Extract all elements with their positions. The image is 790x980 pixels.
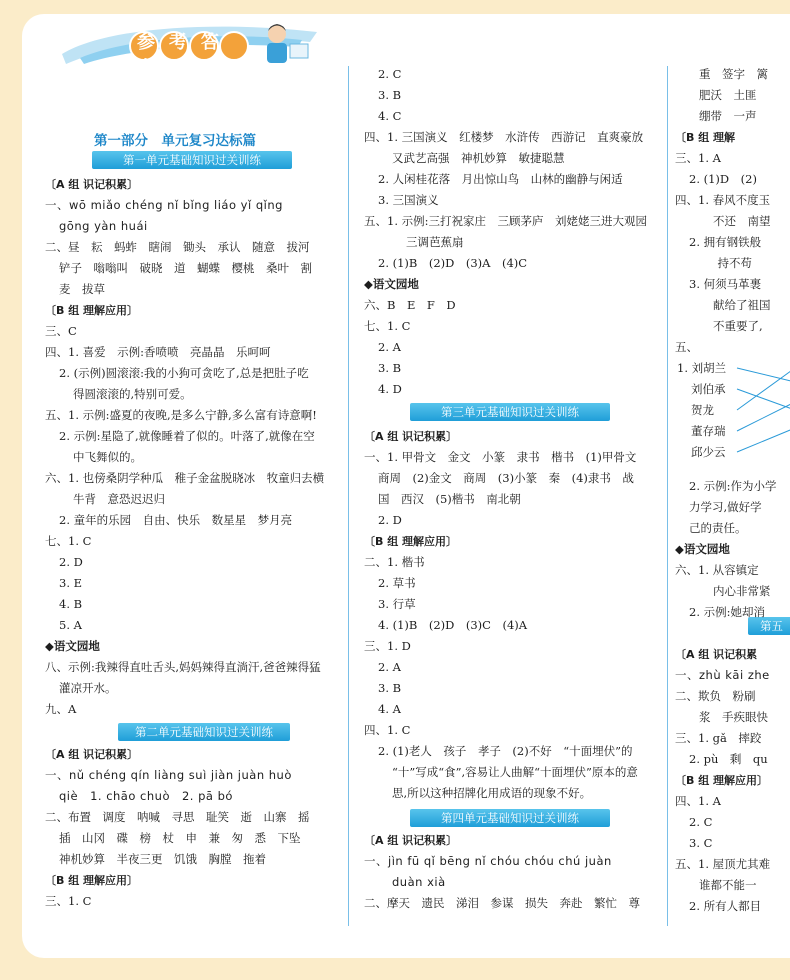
answer-line: 二、1. 楷书 [364, 555, 425, 569]
group-label: 〔B 组 理解应用〕 [675, 774, 769, 787]
answer-line: 二、布置 调度 呐喊 寻思 耻笑 逝 山寨 摇 [45, 810, 310, 824]
answer-line: 绷带 一声 [699, 109, 757, 123]
group-label: 〔A 组 识记积累〕 [45, 748, 139, 761]
answer-line: duàn xià [392, 875, 446, 889]
answer-line: 2. C [689, 815, 713, 829]
column-divider-right [667, 66, 668, 926]
answer-line: 谁都不能一 [699, 878, 757, 892]
answer-line: 3. 三国演义 [378, 193, 439, 207]
answer-line: 持不苟 [683, 256, 752, 270]
answer-line: 神机妙算 半夜三更 饥饿 胸膛 拖着 [59, 852, 266, 866]
match-item: 刘伯承 [691, 382, 726, 396]
answer-line: 插 山冈 碟 榜 杖 申 兼 匆 悉 下坠 [59, 831, 301, 845]
section-bar-unit5: 第五 [748, 617, 790, 635]
answer-line: 肥沃 土匪 [699, 88, 757, 102]
answer-line: 3. C [689, 836, 713, 850]
answer-line: 4. B [59, 597, 83, 611]
answer-line: 一、nǔ chéng qín liàng suì jiàn juàn huò [45, 768, 292, 782]
answer-line: 4. C [378, 109, 402, 123]
answer-line: 三、1. C [45, 894, 92, 908]
section-bar-unit1: 第一单元基础知识过关训练 [92, 151, 292, 169]
answer-line: qiè 1. chāo chuò 2. pā bó [59, 789, 233, 803]
answer-line: 2. 示例:她却消 [689, 605, 766, 619]
answer-line: 内心非常紧 [713, 584, 771, 598]
answer-line: 五、1. 示例:三打祝家庄 三顾茅庐 刘姥姥三进大观园 [364, 214, 647, 228]
answer-line: 八、示例:我辣得直吐舌头,妈妈辣得直淌汗,爸爸辣得猛 [45, 660, 321, 674]
answer-line: 3. 行草 [378, 597, 416, 611]
answer-line: 四、1. 三国演义 红楼梦 水浒传 西游记 直爽豪放 [364, 130, 644, 144]
group-label: 〔B 组 理解 [675, 131, 736, 144]
answer-line: 七、1. C [364, 319, 411, 333]
answer-line: 二、欺负 粉刷 [675, 689, 756, 703]
answer-line: 2. D [378, 513, 402, 527]
match-item: 邱少云 [691, 445, 726, 459]
answer-line: gōng yàn huái [59, 219, 148, 233]
answer-line: 2. 所有人都目 [689, 899, 762, 913]
group-label: 〔A 组 识记积累〕 [364, 834, 458, 847]
answer-line: 4. D [378, 382, 402, 396]
answer-line: 不重要了, [713, 319, 763, 333]
answer-line: 2. 示例:作为小学 [689, 479, 777, 493]
answer-line: 2. 人闲桂花落 月出惊山鸟 山林的幽静与闲适 [378, 172, 623, 186]
section-bar-unit3: 第三单元基础知识过关训练 [410, 403, 610, 421]
answer-line: 中飞舞似的。 [73, 450, 142, 464]
group-label: 〔A 组 识记积累〕 [45, 178, 139, 191]
answer-line: 5. A [59, 618, 82, 632]
answer-line: 不还 南望 [713, 214, 771, 228]
answer-page [22, 14, 790, 958]
answer-line: 一、1. 甲骨文 金文 小篆 隶书 楷书 (1)甲骨文 [364, 450, 637, 464]
answer-line: 2. A [378, 340, 401, 354]
answer-line: 又武艺高强 神机妙算 敏捷聪慧 [392, 151, 565, 165]
answer-line: 思,所以这种招牌化用成语的现象不好。 [392, 786, 592, 800]
answer-line: 重 签字 篱 [699, 67, 768, 81]
answer-line: 3. B [378, 88, 402, 102]
answer-line: 2. (1)B (2)D (3)A (4)C [378, 256, 528, 270]
match-item: 贺龙 [691, 403, 714, 417]
subsection-label: ◆语文园地 [45, 639, 100, 653]
answer-line: 国 西汉 (5)楷书 南北朝 [378, 492, 521, 506]
answer-line: 四、1. 春风不度玉 [675, 193, 771, 207]
answer-line: 4. A [378, 702, 401, 716]
answer-line: 2. 童年的乐园 自由、快乐 数星星 梦月亮 [59, 513, 293, 527]
subsection-label: ◆语文园地 [364, 277, 419, 291]
answer-line: 2. 示例:星隐了,就像睡着了似的。叶落了,就像在空 [59, 429, 315, 443]
answer-line: 麦 拔草 [59, 282, 105, 296]
page-title: 参考答案 [137, 32, 233, 79]
section-bar-unit2: 第二单元基础知识过关训练 [118, 723, 290, 741]
answer-line: 四、1. 喜爱 示例:香喷喷 亮晶晶 乐呵呵 [45, 345, 271, 359]
answer-line: 3. B [378, 681, 402, 695]
answer-line: 2. D [59, 555, 83, 569]
answer-line: 2. 草书 [378, 576, 416, 590]
answer-line: 三、C [45, 324, 77, 338]
answer-line: 三、1. D [364, 639, 411, 653]
group-label: 〔B 组 理解应用〕 [45, 304, 139, 317]
answer-line: 一、jìn fū qǐ bēng nǐ chóu chóu chú juàn [364, 854, 612, 868]
answer-line: 2. A [378, 660, 401, 674]
answer-line: 一、zhù kāi zhe [675, 668, 770, 682]
match-item: 董存瑞 [691, 424, 726, 438]
answer-line: 2. (示例)圆滚滚:我的小狗可贪吃了,总是把肚子吃 [59, 366, 309, 380]
answer-line: 力学习,做好学 [689, 500, 762, 514]
answer-line: 五、1. 示例:盛夏的夜晚,是多么宁静,多么富有诗意啊! [45, 408, 317, 422]
column-divider-left [348, 66, 349, 926]
answer-line: 一、wō miǎo chéng nǐ bǐng liáo yǐ qǐng [45, 198, 283, 212]
answer-line: 浆 手疾眼快 [699, 710, 768, 724]
group-label: 〔B 组 理解应用〕 [364, 535, 458, 548]
answer-line: 4. (1)B (2)D (3)C (4)A [378, 618, 528, 632]
group-label: 〔A 组 识记积累〕 [364, 430, 458, 443]
answer-line: 2. (1)D (2) [689, 172, 757, 186]
answer-line: 2. 拥有钢铁般 [689, 235, 762, 249]
answer-line: 商周 (2)金文 商周 (3)小篆 秦 (4)隶书 战 [378, 471, 634, 485]
subsection-label: ◆语文园地 [675, 542, 730, 556]
answer-line: 六、1. 也傍桑阴学种瓜 稚子金盆脱晓冰 牧童归去横 [45, 471, 325, 485]
answer-line: 二、摩天 遗民 涕泪 参谋 损失 奔赴 繁忙 尊 [364, 896, 640, 910]
answer-line: 牛背 意恐迟迟归 [73, 492, 165, 506]
answer-line: 2. C [378, 67, 402, 81]
answer-line: 三、1. gǎ 摔跤 [675, 731, 762, 745]
answer-line: 九、A [45, 702, 77, 716]
match-item: 1. 刘胡兰 [677, 361, 727, 375]
group-label: 〔A 组 识记积累 [675, 648, 758, 661]
answer-line: 七、1. C [45, 534, 92, 548]
answer-line: 六、1. 从容镇定 [675, 563, 759, 577]
matching-lines [735, 358, 790, 468]
answer-line: 六、B E F D [364, 298, 456, 312]
answer-line: 五、1. 屋顶尤其难 [675, 857, 771, 871]
answer-line: 四、1. A [675, 794, 721, 808]
group-label: 〔B 组 理解应用〕 [45, 874, 139, 887]
answer-line: 铲子 嗡嗡叫 破晓 道 蝴蝶 樱桃 桑叶 割 [59, 261, 312, 275]
answer-line: 四、1. C [364, 723, 411, 737]
answer-line: 己的责任。 [689, 521, 747, 535]
answer-line: 献给了祖国 [713, 298, 771, 312]
answer-line: 3. B [378, 361, 402, 375]
answer-line: 3. 何须马革裹 [689, 277, 762, 291]
answer-line: 3. E [59, 576, 83, 590]
section-bar-unit4: 第四单元基础知识过关训练 [410, 809, 610, 827]
answer-line: 二、昼 耘 蚂蚱 瞎闹 锄头 承认 随意 拔河 [45, 240, 310, 254]
answer-line: 2. pù 剩 qu [689, 752, 768, 766]
answer-line: 三、1. A [675, 151, 721, 165]
part-title: 第一部分 单元复习达标篇 [94, 133, 256, 149]
answer-line: 灌凉开水。 [59, 681, 117, 695]
answer-line: “十”写成“食”,容易让人曲解“十面埋伏”原本的意 [392, 765, 638, 779]
answer-line: 三调芭蕉扇 [406, 235, 464, 249]
answer-line: 2. (1)老人 孩子 孝子 (2)不好 “十面埋伏”的 [378, 744, 633, 758]
answer-line: 得圆滚滚的,特别可爱。 [73, 387, 192, 401]
answer-line: 五、 [675, 340, 698, 354]
